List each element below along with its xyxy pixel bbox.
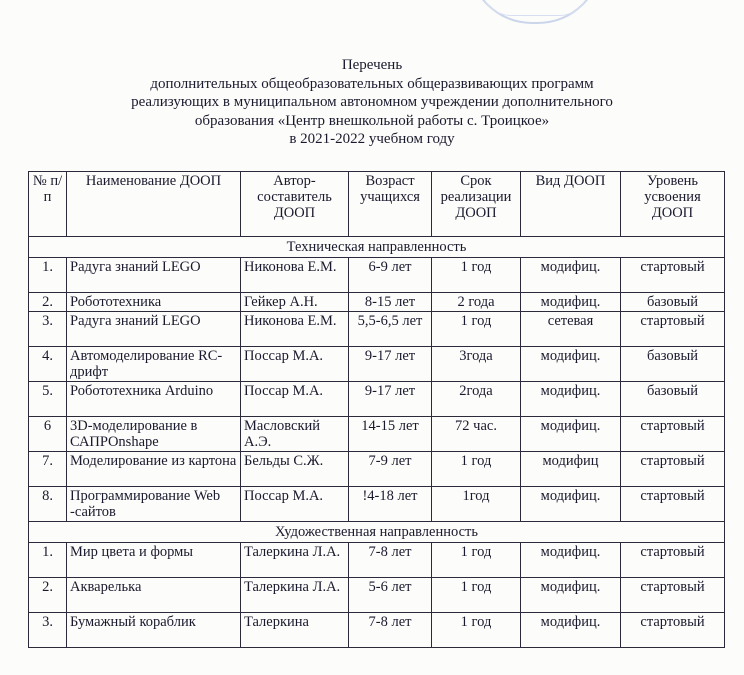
cell-number: 7. (29, 452, 67, 487)
cell-kind: сетевая (521, 312, 621, 347)
cell-number: 4. (29, 347, 67, 382)
document-heading (0, 56, 744, 149)
cell-number: 8. (29, 487, 67, 522)
cell-number: 1. (29, 258, 67, 293)
table-header-row (29, 172, 725, 237)
cell-age: 6-9 лет (349, 258, 432, 293)
cell-term: 2года (432, 382, 521, 417)
cell-kind: модифиц. (521, 487, 621, 522)
cell-kind: модифиц. (521, 543, 621, 578)
cell-kind: модифиц. (521, 417, 621, 452)
heading-line: образования «Центр внешкольной работы с. Троицкое» (194, 112, 550, 129)
table-row (29, 417, 725, 452)
cell-program-name: Бумажный кораблик (67, 613, 241, 648)
cell-level: стартовый (621, 613, 725, 648)
cell-author: Поссар М.А. (241, 382, 349, 417)
cell-author: Масловский А.Э. (241, 417, 349, 452)
cell-author: Талеркина Л.А. (241, 543, 349, 578)
cell-kind: модифиц. (521, 347, 621, 382)
cell-term: 1 год (432, 578, 521, 613)
cell-age: 9-17 лет (349, 347, 432, 382)
col-header-name: Наименование ДООП (67, 172, 241, 237)
cell-age: 7-9 лет (349, 452, 432, 487)
section-row (29, 522, 725, 543)
table-row (29, 258, 725, 293)
cell-age: 5,5-6,5 лет (349, 312, 432, 347)
cell-level: базовый (621, 293, 725, 312)
cell-term: 3года (432, 347, 521, 382)
cell-level: стартовый (621, 452, 725, 487)
cell-term: 1год (432, 487, 521, 522)
cell-age: 8-15 лет (349, 293, 432, 312)
cell-level: стартовый (621, 417, 725, 452)
cell-program-name: Акварелька (67, 578, 241, 613)
col-header-age: Возраст учащихся (349, 172, 432, 237)
col-header-number: № п/п (29, 172, 67, 237)
cell-term: 2 года (432, 293, 521, 312)
cell-term: 1 год (432, 543, 521, 578)
cell-age: 7-8 лет (349, 543, 432, 578)
cell-kind: модифиц. (521, 382, 621, 417)
table-row (29, 312, 725, 347)
cell-level: стартовый (621, 578, 725, 613)
cell-program-name: Робототехника Arduino (67, 382, 241, 417)
cell-term: 1 год (432, 613, 521, 648)
table-row (29, 543, 725, 578)
programs-table (28, 171, 725, 648)
cell-level: стартовый (621, 258, 725, 293)
cell-term: 1 год (432, 312, 521, 347)
cell-kind: модифиц. (521, 613, 621, 648)
cell-level: стартовый (621, 312, 725, 347)
col-header-kind: Вид ДООП (521, 172, 621, 237)
heading-line: дополнительных общеобразовательных общеразвивающих программ (150, 75, 594, 92)
cell-number: 3. (29, 312, 67, 347)
cell-program-name: 3D-моделирование в САПРOnshape (67, 417, 241, 452)
cell-author: Поссар М.А. (241, 347, 349, 382)
table-row (29, 452, 725, 487)
section-title: Художественная направленность (29, 522, 725, 543)
cell-term: 1 год (432, 258, 521, 293)
cell-number: 2. (29, 578, 67, 613)
cell-number: 3. (29, 613, 67, 648)
section-title: Техническая направленность (29, 237, 725, 258)
cell-number: 5. (29, 382, 67, 417)
cell-term: 72 час. (432, 417, 521, 452)
seal-stamp (468, 0, 602, 24)
table-row (29, 578, 725, 613)
cell-program-name: Программирование Web -сайтов (67, 487, 241, 522)
col-header-term: Срок реализации ДООП (432, 172, 521, 237)
table-row (29, 487, 725, 522)
cell-author: Гейкер А.Н. (241, 293, 349, 312)
table-row (29, 613, 725, 648)
table-row (29, 293, 725, 312)
cell-program-name: Радуга знаний LEGO (67, 312, 241, 347)
cell-age: 14-15 лет (349, 417, 432, 452)
col-header-author: Автор-составитель ДООП (241, 172, 349, 237)
cell-kind: модифиц. (521, 258, 621, 293)
cell-program-name: Робототехника (67, 293, 241, 312)
cell-number: 2. (29, 293, 67, 312)
col-header-level: Уровень усвоения ДООП (621, 172, 725, 237)
heading-line: Перечень (341, 57, 403, 73)
cell-age: !4-18 лет (349, 487, 432, 522)
cell-age: 9-17 лет (349, 382, 432, 417)
section-row (29, 237, 725, 258)
cell-number: 1. (29, 543, 67, 578)
cell-number: 6 (29, 417, 67, 452)
table-row (29, 347, 725, 382)
cell-author: Никонова Е.М. (241, 258, 349, 293)
cell-author: Никонова Е.М. (241, 312, 349, 347)
cell-author: Талеркина (241, 613, 349, 648)
cell-level: стартовый (621, 543, 725, 578)
cell-kind: модифиц. (521, 293, 621, 312)
table-row (29, 382, 725, 417)
cell-program-name: Автомоделирование RC-дрифт (67, 347, 241, 382)
cell-author: Бельды С.Ж. (241, 452, 349, 487)
cell-author: Талеркина Л.А. (241, 578, 349, 613)
heading-line: реализующих в муниципальном автономном учреждении дополнительного (131, 94, 613, 110)
cell-program-name: Моделирование из картона (67, 452, 241, 487)
cell-program-name: Радуга знаний LEGO (67, 258, 241, 293)
heading-line: в 2021-2022 учебном году (289, 131, 455, 147)
cell-level: стартовый (621, 487, 725, 522)
cell-term: 1 год (432, 452, 521, 487)
cell-author: Поссар М.А. (241, 487, 349, 522)
cell-program-name: Мир цвета и формы (67, 543, 241, 578)
cell-level: базовый (621, 347, 725, 382)
cell-level: базовый (621, 382, 725, 417)
cell-age: 7-8 лет (349, 613, 432, 648)
cell-age: 5-6 лет (349, 578, 432, 613)
cell-kind: модифиц. (521, 578, 621, 613)
cell-kind: модифиц (521, 452, 621, 487)
